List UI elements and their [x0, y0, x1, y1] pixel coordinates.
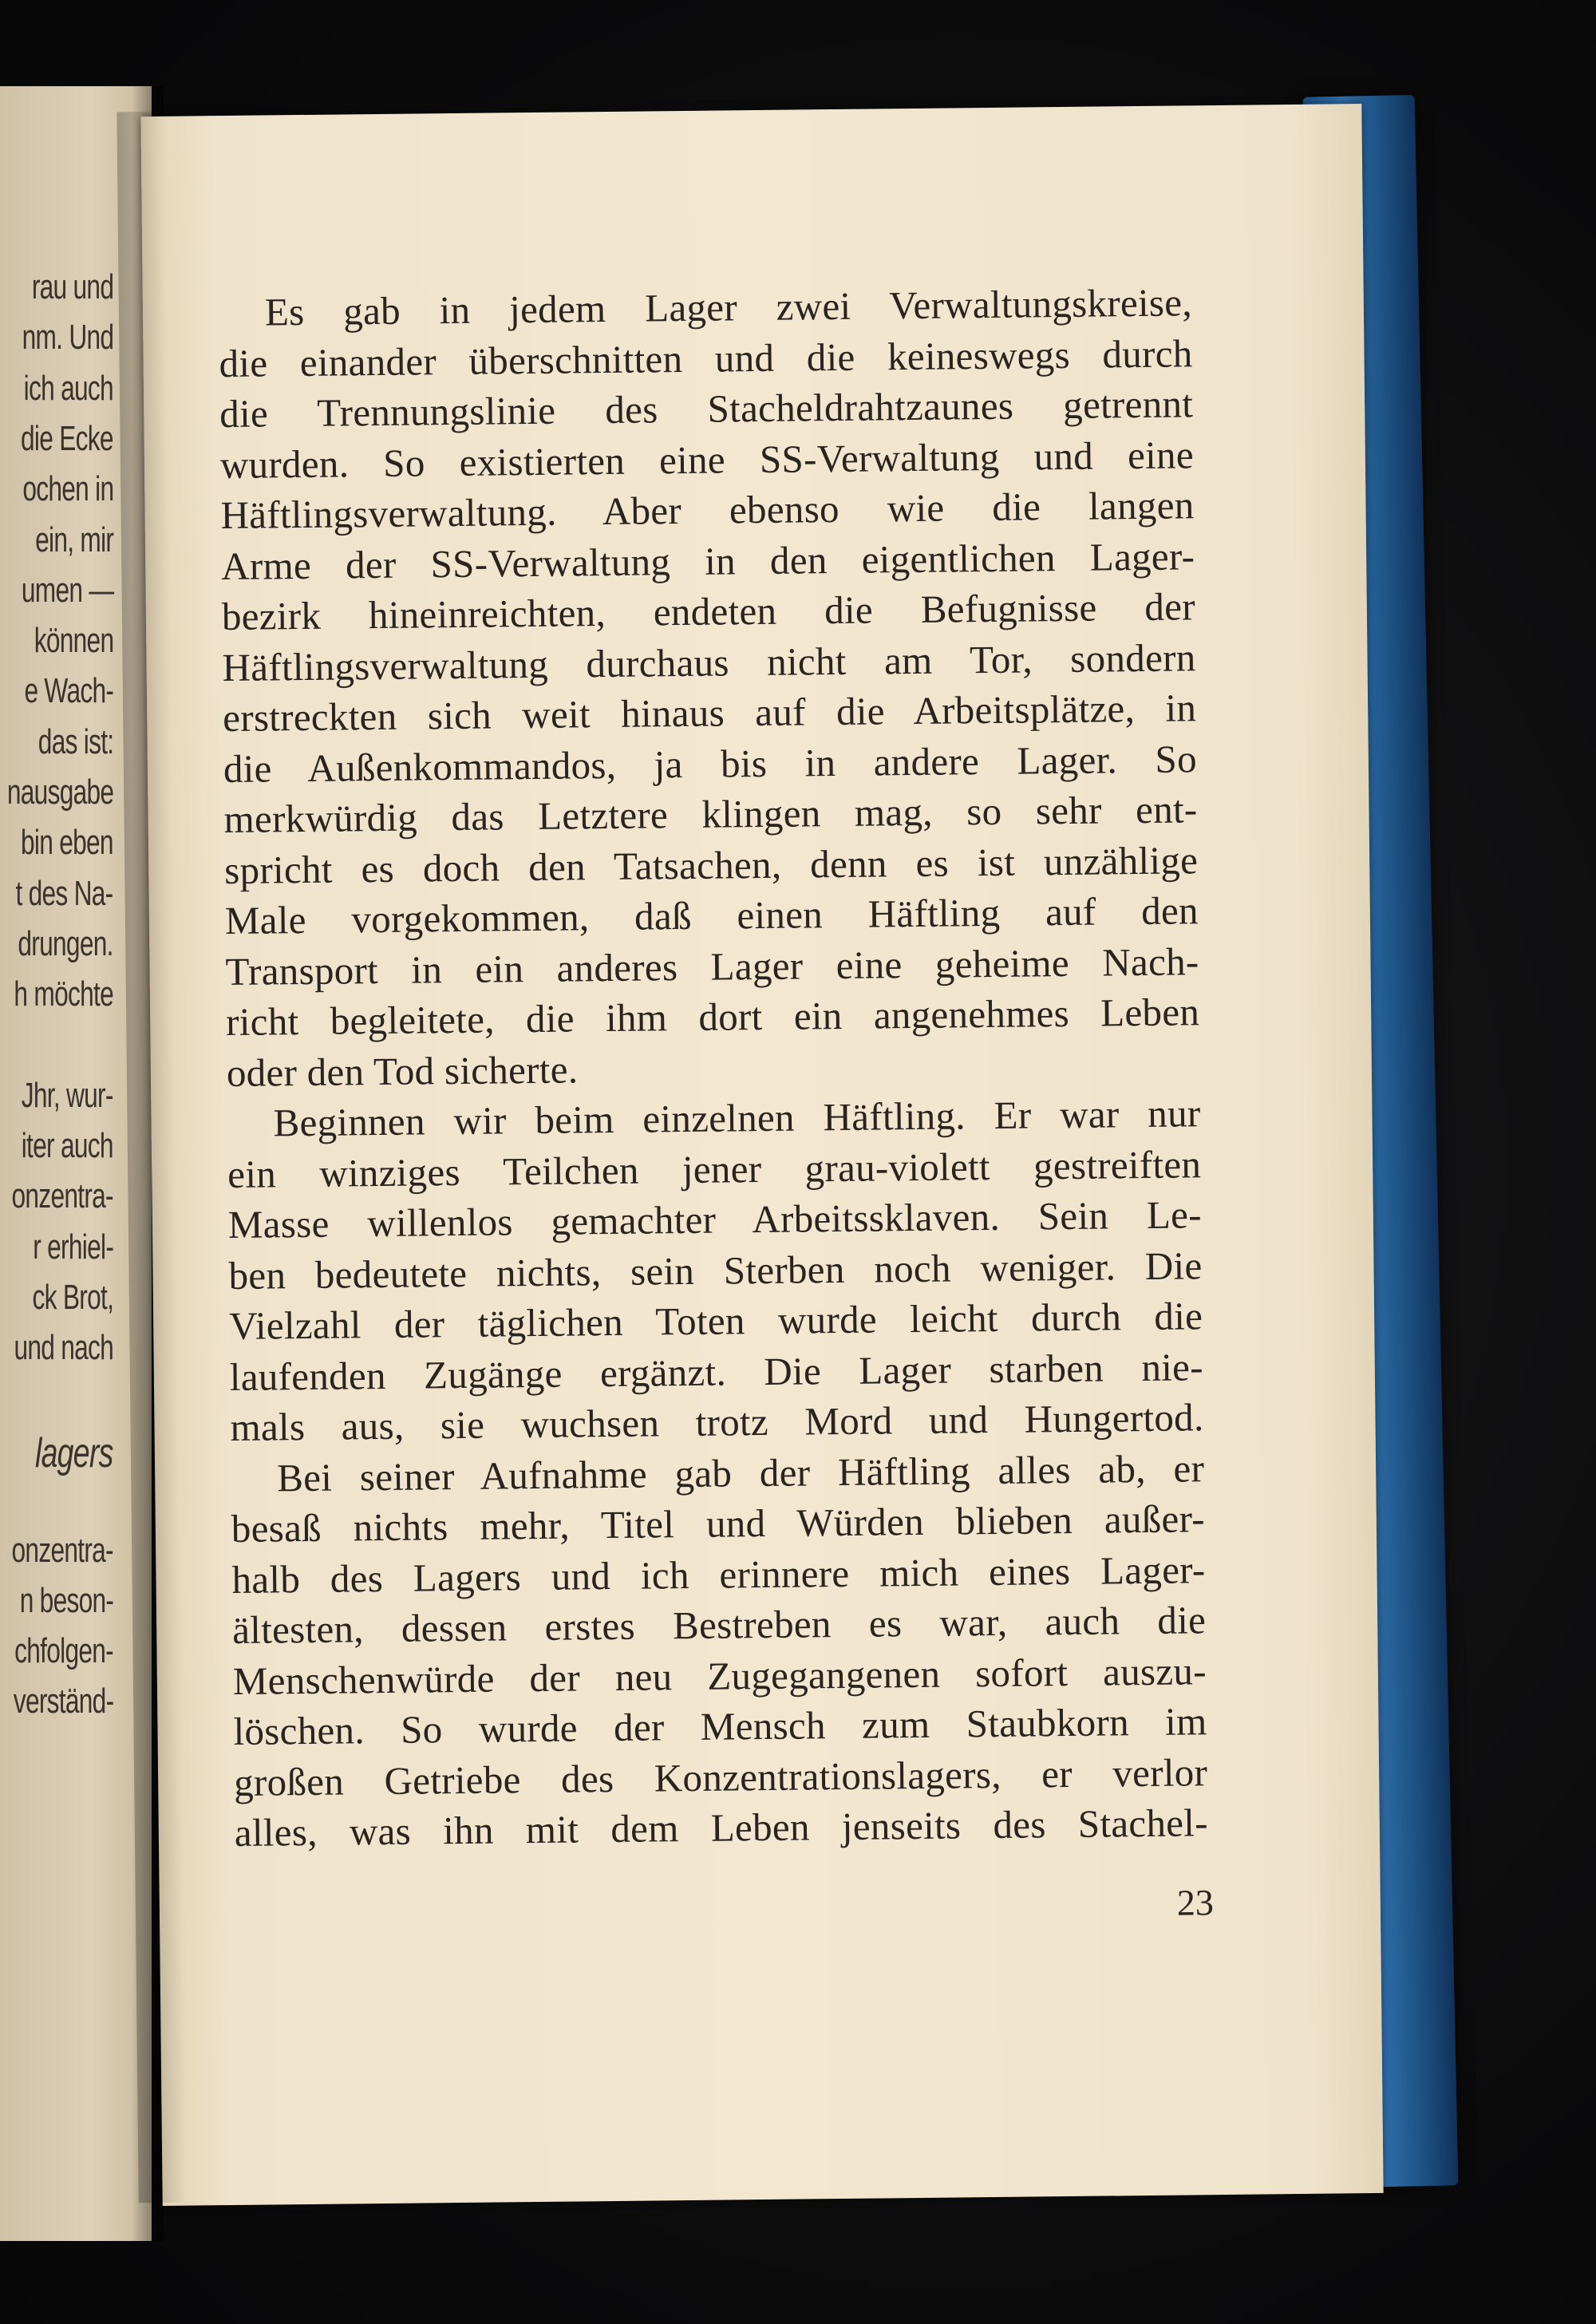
text-line: Häftlingsverwaltung durchaus nicht am Tor, sondern	[222, 634, 1196, 690]
text-line: spricht es doch den Tatsachen, denn es ist unzählige	[223, 837, 1199, 892]
facing-page-line: h möchte	[14, 974, 113, 1014]
text-line: Menschenwürde der neu Zugegangenen sofort auszu-	[232, 1648, 1207, 1703]
text-line: ben bedeutete nichts, sein Sterben noch weniger. Die	[228, 1243, 1203, 1298]
text-line: mals aus, sie wuchsen trotz Mord und Hungertod.	[230, 1395, 1204, 1449]
text-line: die Außenkommandos, ja bis in andere Lager. So	[223, 736, 1198, 791]
text-line: löschen. So wurde der Mensch zum Staubkorn im	[233, 1699, 1207, 1753]
text-line: Arme der SS-Verwaltung in den eigentlichen Lager-	[220, 533, 1195, 588]
text-line: die Trennungslinie des Stacheldrahtzaunes getrennt	[219, 381, 1194, 437]
facing-page-line: drungen.	[18, 923, 113, 963]
text-line: Es gab in jedem Lager zwei Verwaltungskreise,	[264, 280, 1193, 334]
text-line: Masse willenlos gemachter Arbeitssklaven. Sein Le-	[227, 1192, 1203, 1247]
text-line: merkwürdig das Letztere klingen mag, so sehr ent-	[223, 787, 1198, 842]
facing-page-line: n beson-	[19, 1580, 113, 1620]
text-line: erstreckten sich weit hinaus auf die Arbeitsplätze, in	[222, 686, 1197, 741]
text-line: oder den Tod sicherte.	[226, 1046, 579, 1095]
text-line: großen Getriebe des Konzentrationslagers, er verlor	[233, 1749, 1208, 1804]
facing-page-line: können	[34, 621, 113, 661]
text-line: Vielzahl der täglichen Toten wurde leicht durch die	[228, 1294, 1203, 1349]
facing-page-line: lagers	[35, 1429, 113, 1476]
text-line: ältesten, dessen erstes Bestreben es war, auch die	[231, 1598, 1207, 1652]
facing-page-line: bin eben	[21, 823, 113, 863]
page-number: 23	[1176, 1882, 1215, 1923]
book-page	[140, 104, 1383, 2206]
facing-page-line: die Ecke	[21, 418, 113, 458]
facing-page-line: e Wach-	[24, 671, 113, 711]
text-line: besaß nichts mehr, Titel und Würden blieben außer-	[231, 1496, 1206, 1551]
facing-page-line: ein, mir	[34, 520, 113, 559]
text-line: Beginnen wir beim einzelnen Häftling. Er war nur	[273, 1091, 1201, 1145]
text-line: Transport in ein anderes Lager eine geheime Nach-	[225, 939, 1199, 994]
facing-page-line: onzentra-	[11, 1176, 113, 1216]
text-line: halb des Lagers und ich erinnere mich eines Lager-	[231, 1547, 1206, 1602]
facing-page-line: r erhiel-	[33, 1227, 113, 1267]
facing-page-line: rau und	[31, 267, 113, 306]
facing-page-line: iter auch	[21, 1126, 113, 1166]
facing-page-line: das ist:	[38, 721, 113, 761]
text-line: wurden. So existierten eine SS-Verwaltung und eine	[219, 432, 1195, 487]
facing-page-line: umen —	[21, 570, 113, 610]
facing-page-line: t des Na-	[15, 873, 113, 913]
text-line: bezirk hineinreichten, endeten die Befugnisse der	[221, 584, 1196, 639]
text-line: ein winziges Teilchen jener grau-violett gestreiften	[227, 1141, 1202, 1196]
text-line: die einander überschnitten und die keineswegs durch	[219, 330, 1193, 385]
facing-page-line: chfolgen-	[14, 1631, 113, 1671]
facing-page-line: ich auch	[23, 368, 113, 408]
text-line: alles, was ihn mit dem Leben jenseits des Stachel-	[234, 1800, 1209, 1855]
text-line: Male vorgekommen, daß einen Häftling auf den	[224, 888, 1199, 943]
facing-page-line: ochen in	[22, 469, 113, 509]
facing-page-line: ck Brot,	[32, 1278, 113, 1317]
facing-page-line: Jhr, wur-	[22, 1075, 113, 1115]
facing-page-line: verständ-	[13, 1682, 113, 1721]
facing-page-line: nm. Und	[22, 318, 113, 358]
text-line: Häftlingsverwaltung. Aber ebenso wie die langen	[220, 483, 1195, 538]
text-line: richt begleitete, die ihm dort ein angenehmes Leben	[225, 990, 1200, 1045]
facing-page-line: nausgabe	[6, 773, 113, 812]
text-line: Bei seiner Aufnahme gab der Häftling alles ab, er	[276, 1445, 1205, 1500]
text-line: laufenden Zugänge ergänzt. Die Lager starben nie-	[229, 1344, 1204, 1399]
page-body	[219, 277, 1209, 1858]
facing-page-line: onzentra-	[11, 1530, 113, 1570]
facing-page-line: und nach	[14, 1328, 113, 1368]
